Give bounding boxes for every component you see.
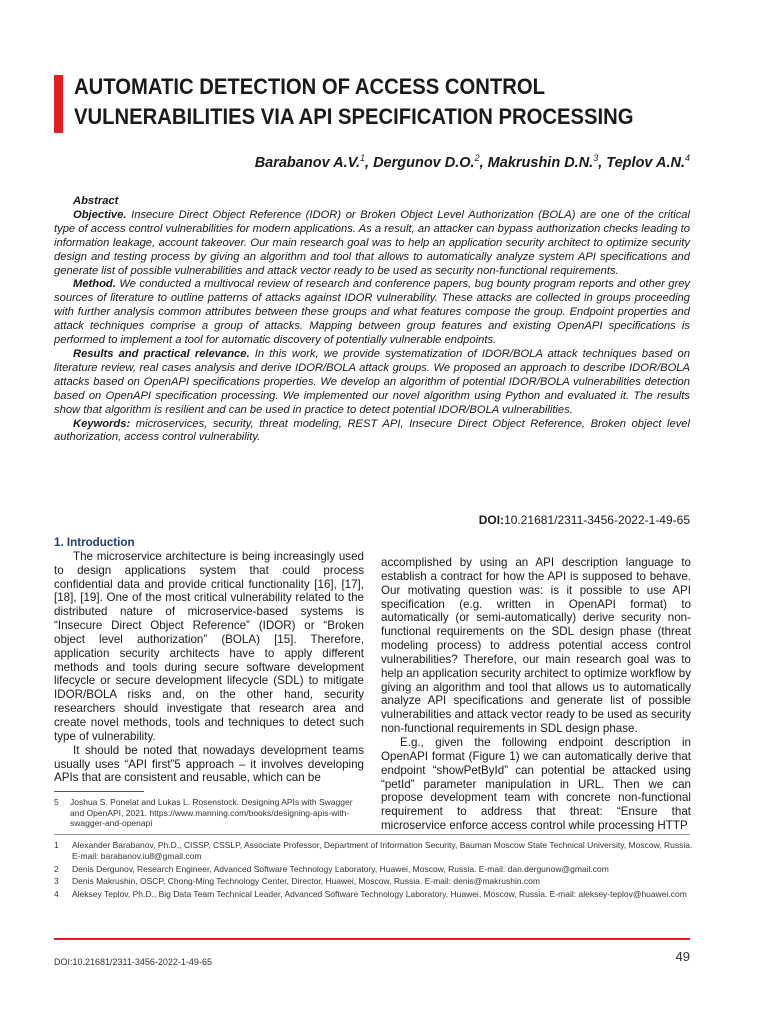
footer-divider	[54, 938, 690, 940]
affiliation-1: 1 Alexander Barabanov, Ph.D., CISSP, CSSLP, Associate Professor, Department of Information Security, Bauman Moscow State Technical University, Moscow, Russia. E-mail: barabanov.iu8@gmail.com	[54, 840, 693, 861]
title-accent-bar	[54, 75, 63, 133]
footnote-5: 5 Joshua S. Ponelat and Lukas L. Rosenstock. Designing APIs with Swagger and OpenAPI, 2021. https://www.manning.com/books/designing-apis-with-swagger-and-openapi	[54, 797, 353, 828]
affiliation-divider	[54, 834, 690, 835]
abstract-heading: Abstract	[73, 195, 119, 207]
body-paragraph: It should be noted that nowadays development teams usually uses “API first”5 approach – it involves developing APIs that are consistent and reusable, which can be	[54, 743, 364, 785]
author-3: Makrushin D.N.$^3$,	[487, 153, 607, 171]
author-1: Barabanov A.V.$^1$,	[254, 153, 374, 171]
abstract-objective: Objective. Insecure Direct Object Reference (IDOR) or Broken Object Level Authorization (BOLA) are one of the critical type of access control vulnerabilities for modern applications. As a result, an attacker can bypass authorization checks leading to information leakage, account takeover. Our main research goal was to help an application security architect to optimize security design and testing process by giving an algorithm and tool that allows to automatically analyze system API specifications and generate list of possible vulnerabilities and attack vector ready to be used as security non-functional requirements.	[54, 208, 690, 277]
doi-link[interactable]: 10.21681/2311-3456-2022-1-49-65	[504, 513, 690, 527]
footnote-divider	[54, 791, 144, 792]
doi-label: DOI:	[478, 513, 505, 527]
author-list	[255, 153, 690, 171]
footer-doi: DOI:10.21681/2311-3456-2022-1-49-65	[54, 957, 212, 967]
doi-line	[479, 513, 690, 527]
abstract-method: Method. We conducted a multivocal review of research and conference papers, bug bounty program reports and other grey sources of literature to outline patterns of attacks against IDOR vulnerability. These attacks are collected in groups proceeding with further analysis common attributes between these groups and what features compose the group. Endpoint properties and attack techniques comprise a group of attacks. Mapping between group features and existing OpenAPI specifications is performed to implement a tool for automatic discovery of potentially vulnerable endpoints.	[54, 278, 691, 347]
author-2: Dergunov D.O.$^2$,	[373, 153, 488, 171]
paper-title	[74, 72, 668, 132]
abstract-keywords: Keywords: microservices, security, threat modeling, REST API, Insecure Direct Object Reference, Broken object level authorization, access control vulnerability.	[54, 417, 691, 444]
section-heading: 1. Introduction	[54, 536, 135, 549]
affiliation-4: 4 Aleksey Teplov, Ph.D., Big Data Team Technical Leader, Advanced Software Technology Laboratory, Huawei, Moscow, Russia. E-mail: aleksey-teplov@huawei.com	[54, 889, 687, 900]
author-affiliations	[54, 840, 694, 902]
body-paragraph: The microservice architecture is being increasingly used to design applications system that could process confidential data and provide critical functionality [16], [17], [18], [19]. One of the most critical vulnerability related to the distributed nature of microservice-based systems is “Insecure Direct Object Reference” (IDOR) or “Broken object level authorization” (BOLA) [15]. Therefore, application security architects have to apply different methods and tools during secure software development lifecycle or secure development lifecycle (SDL) to mitigate IDOR/BOLA risks and, on the other hand, security researchers should investigate that research area and create novel methods, tools and techniques to detect such type of vulnerability.	[54, 549, 364, 743]
body-column-left	[54, 536, 364, 785]
title-line-2: VULNERABILITIES VIA API SPECIFICATION PROCESSING	[74, 104, 634, 129]
page-number: 49	[675, 949, 690, 964]
body-paragraph: E.g., given the following endpoint description in OpenAPI format (Figure 1) we can automatically derive that endpoint “showPetById” can potential be attacked using “petId” parameter manipulation in URL. Then we can propose development team with concrete non-functional requirement to address that threat: “Ensure that microservice enforce access control while processing HTTP	[381, 735, 691, 833]
body-paragraph: accomplished by using an API description language to establish a contract for how the API is supposed to behave. Our motivating question was: is it possible to use API specification (e.g. written in OpenAPI format) to automatically (or semi-automatically) derive security non-functional requirements on the SDL design phase (threat modeling process) to address potential access control vulnerabilities? Therefore, our main research goal was to help an application security architect to optimize workflow by giving an algorithm and tool that allows us to automatically analyze API specifications and generate list of possible vulnerabilities and attack vector ready to be used as security non-functional requirements in SDL design phase.	[381, 556, 691, 736]
author-4: Teplov A.N.$^4$	[606, 153, 690, 171]
affiliation-3: 3 Denis Makrushin, OSCP, Chong-Ming Technology Center, Director, Huawei, Moscow, Russia. E-mail: denis@makrushin.com	[54, 876, 540, 887]
body-column-right	[381, 556, 691, 833]
title-line-1: AUTOMATIC DETECTION OF ACCESS CONTROL	[74, 74, 545, 99]
affiliation-2: 2 Denis Dergunov, Research Engineer, Advanced Software Technology Laboratory, Huawei, Moscow, Russia. E-mail: dan.dergunow@gmail.com	[54, 863, 609, 874]
abstract-results: Results and practical relevance. In this work, we provide systematization of IDOR/BOLA attack techniques based on literature review, real cases analysis and derive IDOR/BOLA attack groups. We proposed an approach to describe IDOR/BOLA attacks based on OpenAPI specifications properties. We develop an algorithm of potential IDOR/BOLA vulnerabilities detection based on OpenAPI specification processing. We implemented our novel algorithm using Python and evaluated it. The results show that algorithm is resilient and can be used in practice to detect potential IDOR/BOLA vulnerabilities.	[54, 347, 691, 416]
abstract	[54, 195, 690, 445]
